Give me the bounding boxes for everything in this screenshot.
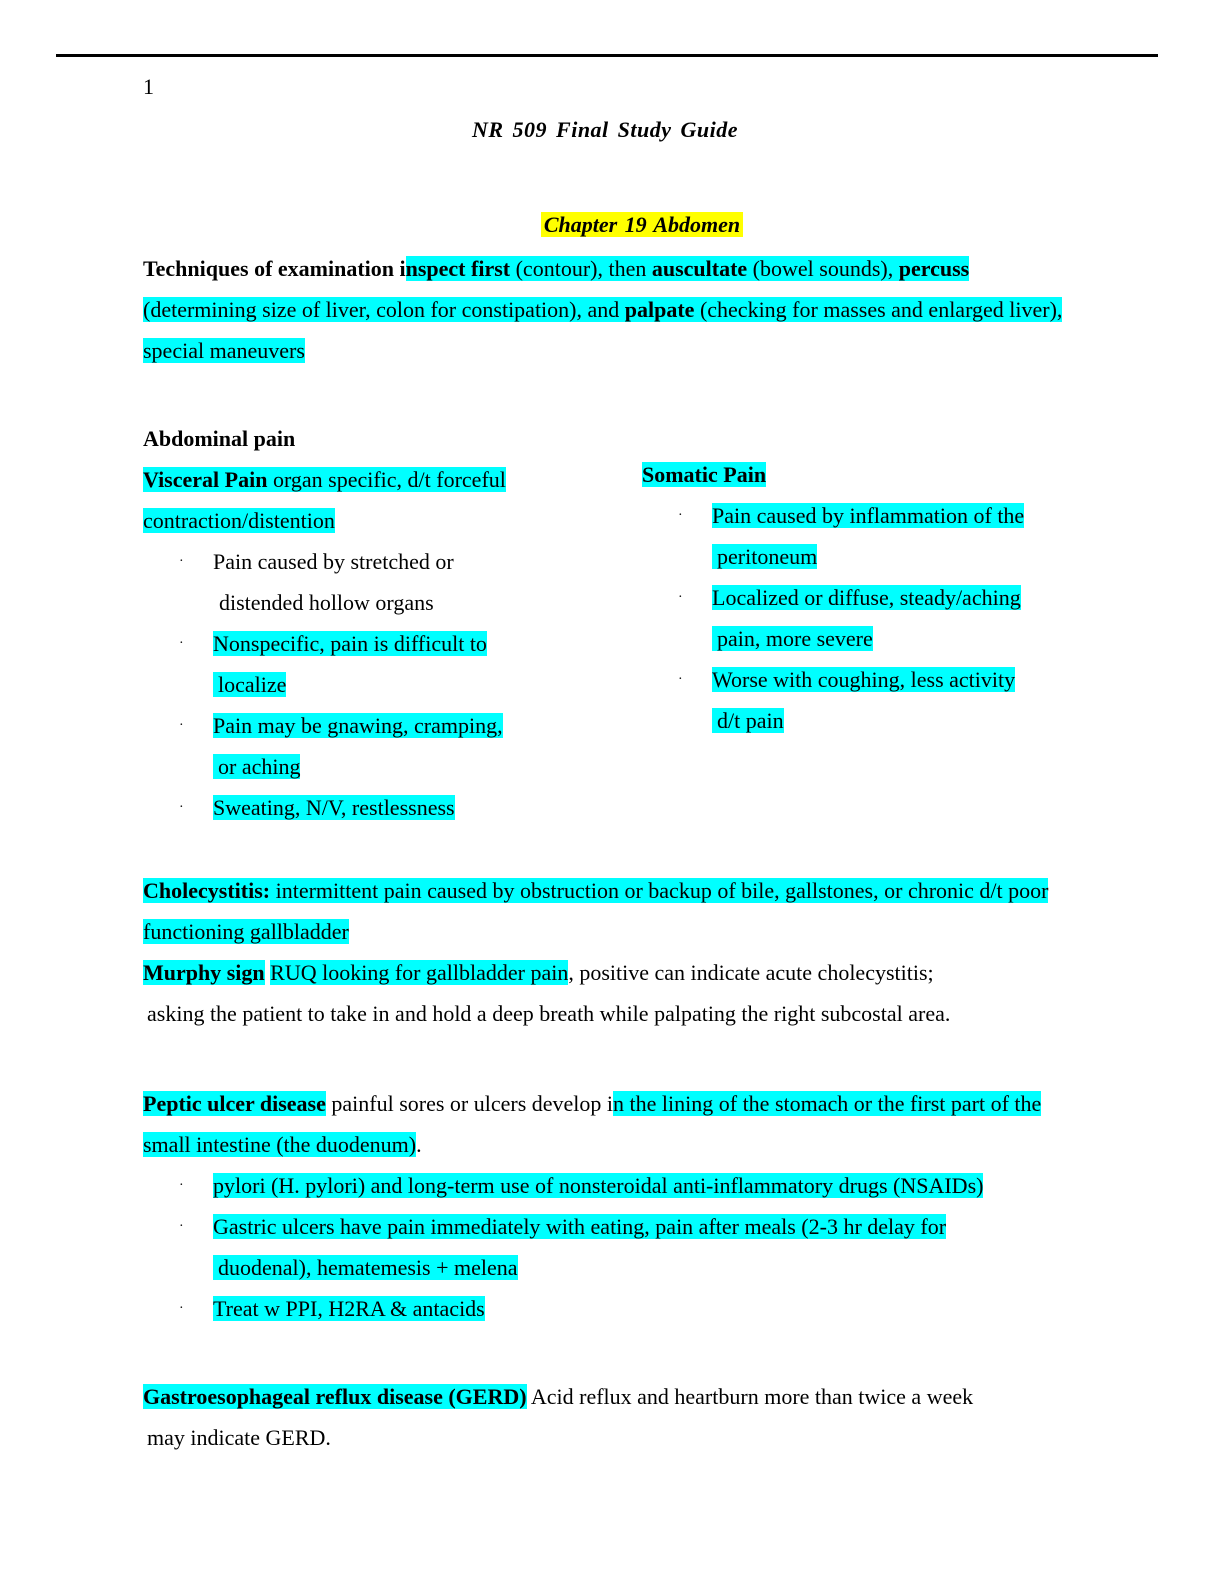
- list-item: · pylori (H. pylori) and long-term use of nonsteroidal anti-inflammatory drugs (NSAIDs): [143, 1165, 1073, 1206]
- cholecystitis-heading: Cholecystitis:: [143, 878, 271, 903]
- peptic-highlight: n the lining of the stomach or the first part of the small intestine (the duodenum): [143, 1091, 1042, 1157]
- bullet-glyph: ·: [678, 590, 683, 605]
- list-item-continuation: duodenal), hematemesis + melena: [143, 1247, 1073, 1288]
- bullet-glyph: ·: [179, 1219, 184, 1234]
- somatic-heading: Somatic Pain: [642, 462, 767, 487]
- list-item: · Pain caused by inflammation of the: [642, 495, 1072, 536]
- list-item: · Worse with coughing, less activity: [642, 659, 1072, 700]
- gerd-paragraph: [143, 1376, 1083, 1458]
- list-item-continuation: peritoneum: [642, 536, 1072, 577]
- list-item-continuation: localize: [143, 664, 553, 705]
- techniques-text-2: (bowel sounds),: [747, 256, 899, 281]
- palpate: palpate: [624, 297, 695, 322]
- inspect-first: nspect first: [405, 256, 511, 281]
- techniques-text-4: (checking for masses and enlarged liver), special maneuvers: [143, 297, 1063, 363]
- bullet-glyph: ·: [179, 554, 184, 569]
- percuss: percuss: [898, 256, 970, 281]
- gerd-heading: Gastroesophageal reflux disease (GERD): [143, 1384, 527, 1409]
- gerd-line-2: may indicate GERD.: [147, 1425, 331, 1450]
- list-item: · Nonspecific, pain is difficult to: [143, 623, 553, 664]
- techniques-and: and: [587, 297, 625, 322]
- murphy-heading: Murphy sign: [143, 960, 265, 985]
- list-item-continuation: or aching: [143, 746, 553, 787]
- chapter-heading-wrap: [0, 212, 1224, 238]
- murphy-line-2: asking the patient to take in and hold a deep breath while palpating the right subcostal area.: [147, 1001, 951, 1026]
- bullet-glyph: ·: [179, 800, 184, 815]
- list-item: · Pain may be gnawing, cramping,: [143, 705, 553, 746]
- auscultate: auscultate: [651, 256, 748, 281]
- list-item: · Treat w PPI, H2RA & antacids: [143, 1288, 1073, 1329]
- cholecystitis-paragraph: [143, 870, 1063, 952]
- murphy-rest: , positive can indicate acute cholecystitis;: [568, 960, 934, 985]
- abdominal-pain-heading: Abdominal pain: [143, 426, 296, 451]
- visceral-section: [143, 459, 553, 828]
- somatic-section: [642, 454, 1072, 741]
- list-item-continuation: distended hollow organs: [219, 590, 434, 615]
- peptic-heading: Peptic ulcer disease: [143, 1091, 326, 1116]
- techniques-text-1: (contour), then: [510, 256, 652, 281]
- murphy-highlight: RUQ looking for gallbladder pain: [270, 960, 569, 985]
- visceral-desc: organ specific, d/t forceful contraction/distention: [143, 467, 506, 533]
- techniques-lead: Techniques of examination i: [143, 256, 406, 281]
- techniques-text-3: (determining size of liver, colon for constipation),: [143, 297, 588, 322]
- document-title: NR 509 Final Study Guide: [471, 117, 739, 142]
- visceral-heading: Visceral Pain: [143, 467, 268, 492]
- chapter-heading: Chapter 19 Abdomen: [541, 212, 743, 237]
- bullet-glyph: ·: [179, 636, 184, 651]
- bullet-glyph: ·: [179, 1178, 184, 1193]
- list-item-continuation: pain, more severe: [642, 618, 1072, 659]
- list-item: · Pain caused by stretched or: [143, 541, 553, 582]
- gerd-rest: Acid reflux and heartburn more than twice a week: [526, 1384, 974, 1409]
- list-item-continuation: d/t pain: [642, 700, 1072, 741]
- peptic-section: Peptic ulcer disease painful sores or ulcers develop in the lining of the stomach or the first part of the small intestine (the duodenum). · pylori (H. pylori) and long-term use of nonsteroidal anti-inflammatory drugs (NSAIDs) · Gastric ulcers have pain immediately with eating, pain after meals (2-3 hr delay for duodenal), hematemesis + melena · Treat w PPI, H2RA & antacids: [143, 1083, 1073, 1329]
- peptic-plain: painful sores or ulcers develop i: [325, 1091, 614, 1116]
- cholecystitis-desc: intermittent pain caused by obstruction or backup of bile, gallstones, or chronic d/t poor functioning gallbladder: [143, 878, 1049, 944]
- list-item: · Sweating, N/V, restlessness: [143, 787, 553, 828]
- list-item: · Localized or diffuse, steady/aching: [642, 577, 1072, 618]
- bullet-glyph: ·: [678, 508, 683, 523]
- murphy-paragraph: [143, 952, 1073, 1034]
- bullet-glyph: ·: [179, 1301, 184, 1316]
- list-item: · Gastric ulcers have pain immediately with eating, pain after meals (2-3 hr delay for: [143, 1206, 1073, 1247]
- bullet-glyph: ·: [678, 672, 683, 687]
- bullet-glyph: ·: [179, 718, 184, 733]
- header-rule: [56, 54, 1158, 57]
- page-number: 1: [143, 74, 154, 99]
- techniques-paragraph: [143, 248, 1063, 371]
